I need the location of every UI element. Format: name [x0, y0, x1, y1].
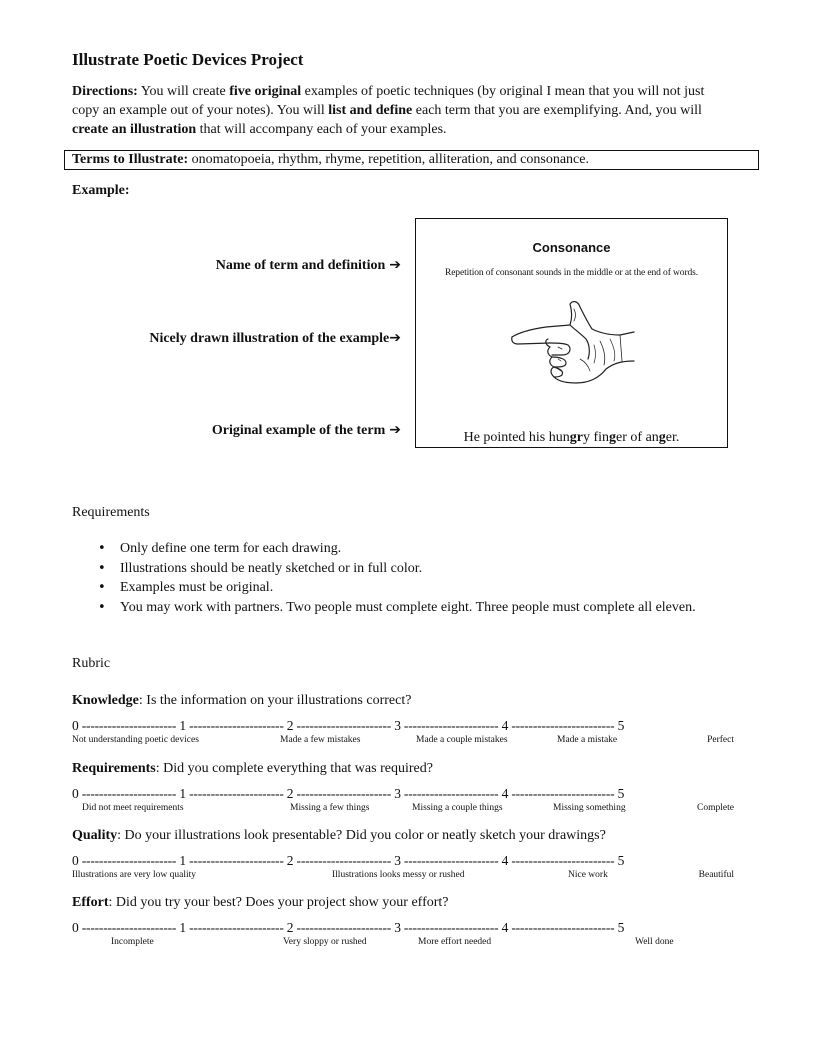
- terms-label: Terms to Illustrate:: [72, 152, 189, 167]
- rubric-question: : Did you try your best? Does your project show your effort?: [108, 895, 449, 910]
- rubric-scale: 0 ---------------------- 1 ---------------------- 2 ---------------------- 3 ---------------------- 4 ------------------------ 5: [72, 786, 625, 801]
- terms-box: [64, 150, 759, 170]
- rubric-requirements-question: [72, 761, 433, 777]
- requirements-list: [72, 539, 740, 617]
- rubric-descriptor: Incomplete: [111, 937, 154, 947]
- rubric-descriptor: Nice work: [568, 870, 608, 880]
- list-item: • Examples must be original.: [120, 578, 740, 598]
- directions-text: that will accompany each of your examples.: [196, 122, 447, 137]
- example-term: Consonance: [532, 240, 611, 255]
- rubric-descriptor: Made a couple mistakes: [416, 735, 508, 745]
- rubric-quality-question: [72, 828, 606, 844]
- rubric-descriptor: Made a few mistakes: [280, 735, 361, 745]
- sentence-part: er of an: [616, 430, 659, 445]
- directions-label: Directions:: [72, 84, 138, 99]
- rubric-descriptor: Beautiful: [698, 870, 734, 880]
- rubric-effort-question: [72, 895, 449, 911]
- pointer-label: Name of term and definition: [215, 258, 386, 273]
- pointer-original-example: [212, 422, 401, 439]
- rubric-label: Requirements: [72, 761, 156, 776]
- rubric-scale: 0 ---------------------- 1 ---------------------- 2 ---------------------- 3 ---------------------- 4 ------------------------ 5: [72, 920, 625, 935]
- example-definition: Repetition of consonant sounds in the middle or at the end of words.: [444, 268, 699, 278]
- rubric-scale: 0 ---------------------- 1 ---------------------- 2 ---------------------- 3 ---------------------- 4 ------------------------ 5: [72, 853, 625, 868]
- rubric-scale: 0 ---------------------- 1 ---------------------- 2 ---------------------- 3 ---------------------- 4 ------------------------ 5: [72, 718, 625, 733]
- arrow-right-icon: ➔: [389, 330, 401, 346]
- rubric-descriptor: More effort needed: [418, 937, 492, 947]
- rubric-descriptor: Very sloppy or rushed: [283, 937, 367, 947]
- rubric-descriptor: Did not meet requirements: [82, 803, 184, 813]
- rubric-label: Knowledge: [72, 693, 139, 708]
- rubric-descriptor: Made a mistake: [557, 735, 618, 745]
- rubric-descriptor: Not understanding poetic devices: [72, 735, 199, 745]
- pointer-illustration: [149, 330, 401, 347]
- rubric-descriptor: Illustrations looks messy or rushed: [332, 870, 465, 880]
- sentence-highlight: g: [658, 430, 666, 445]
- directions-paragraph: [72, 82, 732, 139]
- requirements-heading: Requirements: [72, 505, 150, 520]
- arrow-right-icon: ➔: [389, 257, 401, 273]
- example-label: Example:: [72, 183, 130, 198]
- rubric-descriptor: Missing a few things: [290, 803, 370, 813]
- rubric-descriptor: Missing something: [553, 803, 626, 813]
- rubric-question: : Is the information on your illustrations correct?: [138, 693, 412, 708]
- arrow-right-icon: ➔: [389, 422, 401, 438]
- sentence-part: er.: [665, 430, 680, 445]
- pointing-hand-icon: [510, 299, 635, 389]
- example-sentence: [416, 430, 727, 446]
- rubric-knowledge-question: [72, 693, 411, 709]
- list-item: • Illustrations should be neatly sketched or in full color.: [120, 559, 740, 579]
- rubric-label: Effort: [72, 895, 109, 910]
- list-item: • Only define one term for each drawing.: [120, 539, 740, 559]
- directions-text: each term that you are exemplifying. And, you will: [412, 103, 702, 118]
- pointer-label: Nicely drawn illustration of the example: [149, 331, 390, 346]
- rubric-question: : Did you complete everything that was required?: [155, 761, 433, 776]
- sentence-part: He pointed his hun: [463, 430, 570, 445]
- pointer-label: Original example of the term: [211, 423, 386, 438]
- directions-emphasis: five original: [229, 84, 302, 99]
- rubric-descriptor: Illustrations are very low quality: [72, 870, 196, 880]
- example-box: [415, 218, 728, 448]
- rubric-descriptor: Missing a couple things: [412, 803, 503, 813]
- rubric-descriptor: Perfect: [707, 735, 734, 745]
- rubric-heading: Rubric: [72, 656, 111, 671]
- sentence-highlight: gr: [569, 430, 583, 445]
- list-item: • You may work with partners. Two people must complete eight. Three people must complete all eleven.: [120, 598, 740, 618]
- rubric-descriptor: Complete: [697, 803, 734, 813]
- terms-list: onomatopoeia, rhythm, rhyme, repetition, alliteration, and consonance.: [188, 152, 589, 167]
- sentence-highlight: g: [609, 430, 617, 445]
- rubric-label: Quality: [72, 828, 118, 843]
- pointer-name-definition: [216, 257, 401, 274]
- directions-emphasis: list and define: [328, 103, 413, 118]
- rubric-descriptor: Well done: [635, 937, 674, 947]
- directions-emphasis: create an illustration: [72, 122, 197, 137]
- rubric-question: : Do your illustrations look presentable? Did you color or neatly sketch your drawings?: [117, 828, 606, 843]
- sentence-part: y fin: [582, 430, 610, 445]
- page-title: Illustrate Poetic Devices Project: [72, 50, 304, 69]
- directions-text: You will create: [137, 84, 230, 99]
- directions-text: examples of poetic techniques (by original I mean that you will not just copy an example out of your notes). You will: [72, 84, 705, 118]
